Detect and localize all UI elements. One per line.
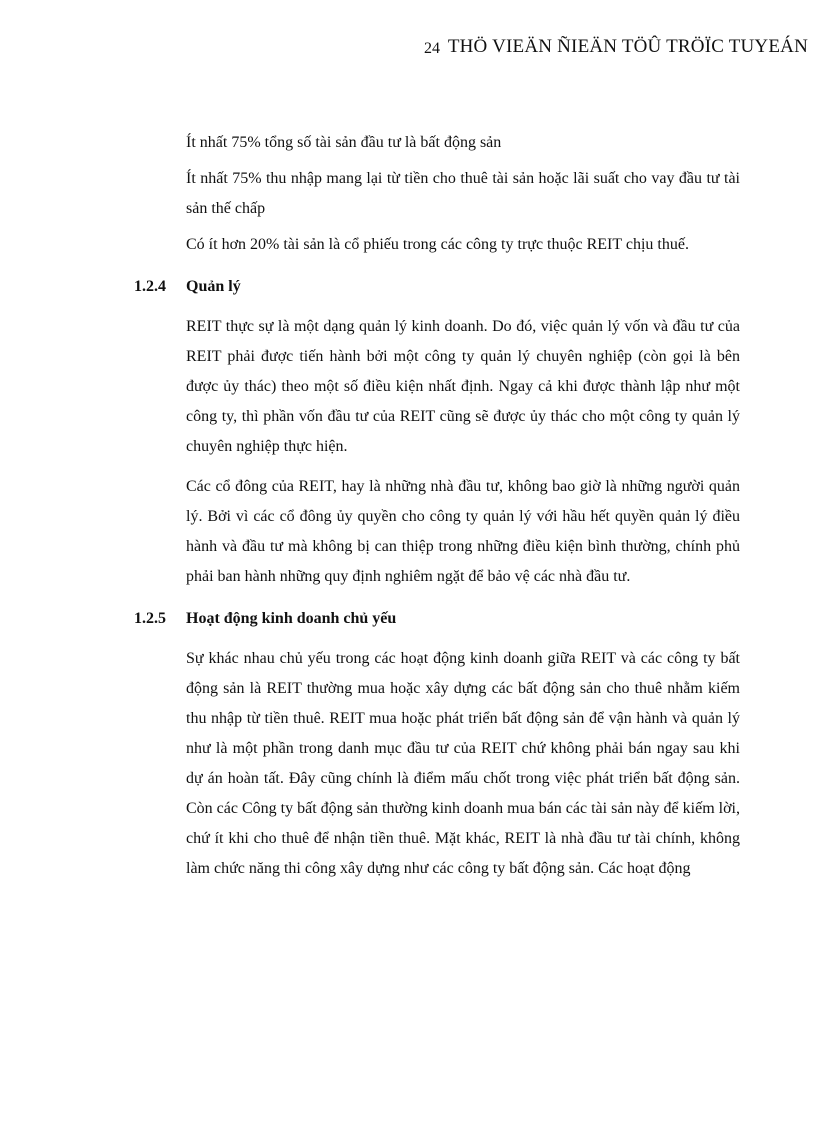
section-heading-1-2-5 [134,604,740,634]
section-title: Quản lý [186,278,241,295]
section-heading-1-2-4 [134,272,740,302]
site-watermark: THÖ VIEÄN ÑIEÄN TÖÛ TRÖÏC TUYEÁN [447,36,808,57]
page-number: 24 [424,40,440,57]
paragraph: Các cổ đông của REIT, hay là những nhà đầu tư, không bao giờ là những người quản lý. Bởi vì các cổ đông ủy quyền cho công ty quản lý với hầu hết quyền quản lý điều hành và đầu tư mà không bị can thiệp trong những điều kiện bình thường, chính phủ phải ban hành những quy định nghiêm ngặt để bảo vệ các nhà đầu tư. [186,478,740,585]
section-title: Hoạt động kinh doanh chủ yếu [186,610,397,627]
bullet-item: Ít nhất 75% tổng số tài sản đầu tư là bất động sản [186,134,502,151]
bullet-item: Ít nhất 75% thu nhập mang lại từ tiền cho thuê tài sản hoặc lãi suất cho vay đầu tư tài sản thế chấp [186,170,740,217]
section-number: 1.2.5 [134,610,166,627]
document-body [134,128,740,894]
paragraph: REIT thực sự là một dạng quản lý kinh doanh. Do đó, việc quản lý vốn và đầu tư của REIT phải được tiến hành bởi một công ty quản lý chuyên nghiệp (còn gọi là bên được ủy thác) theo một số điều kiện nhất định. Ngay cả khi được thành lập như một công ty, thì phần vốn đầu tư của REIT cũng sẽ được ủy thác cho một công ty quản lý chuyên nghiệp thực hiện. [186,318,740,455]
section-number: 1.2.4 [134,278,166,295]
paragraph: Sự khác nhau chủ yếu trong các hoạt động kinh doanh giữa REIT và các công ty bất động sản là REIT thường mua hoặc xây dựng các bất động sản cho thuê nhằm kiếm thu nhập từ tiền thuê. REIT mua hoặc phát triển bất động sản để vận hành và quản lý như là một phần trong danh mục đầu tư của REIT chứ không phải bán ngay sau khi dự án hoàn tất. Đây cũng chính là điểm mấu chốt trong việc phát triển bất động sản. Còn các Công ty bất động sản thường kinh doanh mua bán các tài sản này để kiếm lời, chứ ít khi cho thuê để nhận tiền thuê. Mặt khác, REIT là nhà đầu tư tài chính, không làm chức năng thi công xây dựng như các công ty bất động sản. Các hoạt động [186,650,740,877]
bullet-item: Có ít hơn 20% tài sản là cổ phiếu trong các công ty trực thuộc REIT chịu thuế. [186,236,689,253]
